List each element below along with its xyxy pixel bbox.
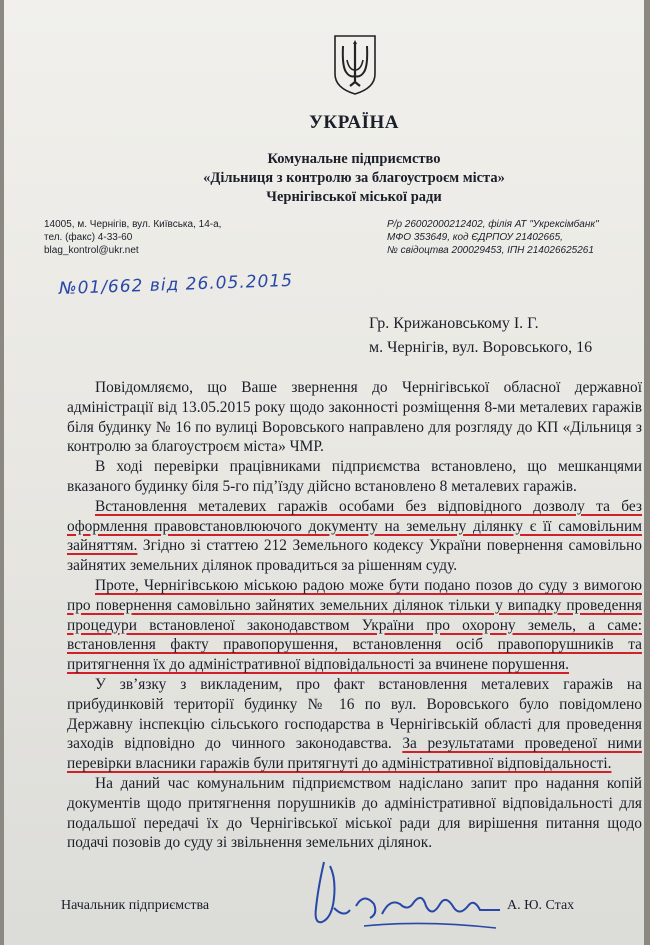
address-email: blag_kontrol@ukr.net [44, 245, 139, 256]
handwritten-signature [304, 848, 504, 940]
letter-page [4, 0, 644, 945]
paragraph-5 [67, 675, 642, 774]
address-phone: тел. (факс) 4-33-60 [44, 232, 133, 243]
paragraph-3-rest: Згідно зі статтею 212 Земельного кодексу України повернення самовільно зайнятих земельних ділянок провадиться за рішенням суду. [67, 537, 642, 575]
org-type: Комунальне підприємство [267, 151, 441, 167]
bank-certificate: № свідоцтва 200029453, ІПН 214026625261 [387, 245, 594, 256]
recipient-name: Гр. Крижановському І. Г. [369, 315, 539, 332]
recipient-address: м. Чернігів, вул. Воровського, 16 [369, 339, 593, 356]
paragraph-4 [67, 576, 642, 675]
paragraph-5-start: У зв’язку з викладеним, про факт встановлення металевих гаражів на прибудинковій території будинку № 16 по вул. Воровського було повідомлено Державну інспекцію сільського господарства в Чернігівській області для проведення заходів відповідно до чинного законодавства. [67, 675, 642, 753]
organization-name [4, 150, 644, 207]
paragraph-3 [67, 497, 642, 576]
signatory-name: А. Ю. Стах [507, 898, 575, 913]
paragraph-2: В ході перевірки працівниками підприємства встановлено, що мешканцями вказаного будинку біля 5-го під’їзду дійсно встановлено 8 металевих гаражів. [67, 458, 642, 495]
outgoing-number-handwritten: №01/662 від 26.05.2015 [58, 270, 294, 299]
paragraph-4-highlight: Проте, Чернігівською міською радою може бути подано позов до суду з вимогою про повернення самовільно зайнятих земельних ділянок тільки у випадку проведення процедури встановленої законодавством України про охорону земель, а саме: встановлення факту правопорушення, встановлення осіб правопорушників та притягнення їх до адміністративної відповідальності за вчинене порушення. [67, 576, 642, 674]
recipient-block [369, 312, 592, 360]
address-street: 14005, м. Чернігів, вул. Київська, 14-а, [44, 219, 222, 230]
signatory-position: Начальник підприємства [61, 898, 210, 913]
bank-details [387, 218, 599, 257]
letter-body [67, 378, 642, 853]
country-title: УКРАЇНА [308, 112, 399, 133]
postal-address [44, 218, 221, 257]
paragraph-5-highlight: За результатами проведеної ними перевірки власники гаражів були притягнуті до адміністративної відповідальності. [67, 735, 642, 773]
paragraph-3-highlight: Встановлення металевих гаражів особами без відповідного дозволу та без оформлення правовстановлюючого документу на земельну ділянку є її самовільним зайняттям. [67, 497, 642, 555]
org-title: «Дільниця з контролю за благоустроєм міста» [203, 170, 505, 186]
trident-emblem-icon [332, 32, 378, 96]
paragraph-1: Повідомляємо, що Ваше звернення до Чернігівської обласної державної адміністрації від 13.05.2015 року щодо законності розміщення 8-ми металевих гаражів біля будинку № 16 по вулиці Воровського направлено для розгляду до КП «Дільниця з контролю за благоустроєм міста» ЧМР. [67, 379, 642, 456]
bank-mfo: МФО 353649, код ЄДРПОУ 21402665, [387, 232, 563, 243]
bank-account: Р/р 26002000212402, філія АТ "Укрексімбанк" [387, 219, 599, 230]
org-parent: Чернігівської міської ради [266, 189, 442, 205]
paragraph-6: На даний час комунальним підприємством надіслано запит про надання копій документів щодо притягнення порушників до адміністративної відповідальності для подальшої передачі їх до Чернігівської міської ради для вирішення питання щодо подачі позовів до суду зі звільнення земельних ділянок. [67, 774, 642, 852]
